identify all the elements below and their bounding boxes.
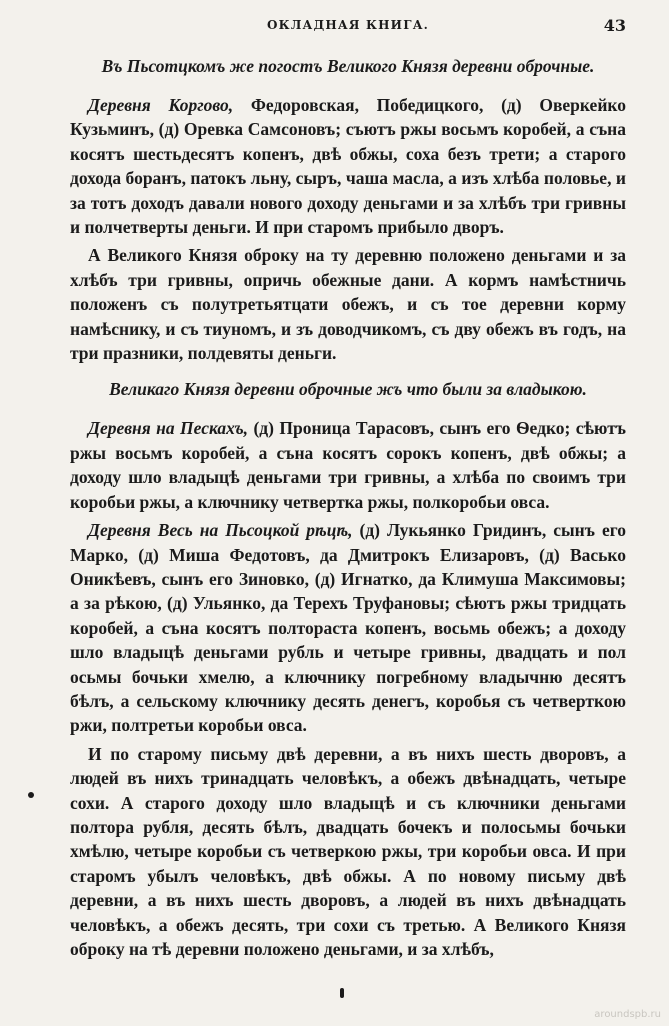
watermark: aroundspb.ru	[594, 1009, 661, 1020]
running-head	[70, 18, 626, 42]
paragraph-korgovo	[70, 93, 626, 239]
paragraph-ves	[70, 518, 626, 738]
paragraph-text: (д) Лукьянко Гридинъ, сынъ его Марко, (д) Миша Федотовъ, да Дмитрокъ Елизаровъ, (д) Васько Оникѣевъ, сынъ его Зиновко, (д) Игнатко, да Климуша Максимовы; а за рѣкою, (д) Ульянко, да Терехъ Труфановы; сѣютъ ржы тридцать коробей, а съна косятъ полтораста копенъ, восьмь обежъ; а доходу шло владыцѣ деньгами рубль и четыре гривны, двадцать и пол осьмы бочьки хмелю, а ключнику погребному владычню десятъ бѣлъ, а сельскому ключнику десять денегъ, коробья съ четверткою ржи, полтретьи коробьи овса.	[70, 520, 626, 736]
running-title: ОКЛАДНАЯ КНИГА.	[266, 18, 430, 32]
paragraph-staroe-pismo	[70, 742, 626, 962]
paragraph-text: И по старому письму двѣ деревни, а въ нихъ шесть дворовъ, а людей въ нихъ тринадцать человѣкъ, а обежъ двѣнадцать, четыре сохи. А старого доходу шло владыцѣ и съ ключники деньгами полтора рубля, десять бѣлъ, двадцать бочекъ и полосьмы бочьки хмѣлю, четыре коробьи съ четверкою ржы, три коробьи овса. И при старомъ убылъ человѣкъ, двѣ обжы. А по новому письму двѣ деревни, а въ нихъ шесть дворовъ, а людей въ нихъ двѣнадцать человѣкъ, а обежъ десять, три сохи съ третью. А Великого Князя оброку на тѣ деревни положено деньгами, и за хлѣбъ,	[70, 743, 626, 959]
section-pesotsky	[70, 56, 626, 365]
paragraph-peski	[70, 416, 626, 514]
document-page	[70, 18, 626, 965]
paragraph-lead: Деревня на Пескахъ,	[88, 418, 249, 439]
section-heading: Въ Пьсотцкомъ же погостъ Великого Князя деревни оброчные.	[101, 56, 595, 76]
page-number: 43	[603, 16, 626, 35]
paragraph-lead: Деревня Коргово,	[88, 95, 234, 115]
paragraph-lead: Деревня Весь на Пьсоцкой рѣцѣ,	[88, 520, 353, 541]
paragraph-text: Федоровская, Победицкого, (д) Оверкейко Кузьминъ, (д) Оревка Самсоновъ; съютъ ржы восьмъ коробей, а съна косятъ шестьдесятъ копенъ, двѣ обжы, соха безъ трети; а старого дохода боранъ, патокъ льну, сыръ, чаша масла, а изъ хлѣба половье, и за тотъ доходъ давали нового доходу деньгами и за хлѣбъ три гривны и полчетверты деньги. И при старомъ прибыло дворъ.	[70, 95, 626, 238]
paragraph-obrok	[70, 243, 626, 365]
section-heading: Великаго Князя деревни оброчные жъ что были за владыкою.	[109, 379, 587, 400]
footer-ink-mark	[340, 988, 344, 998]
section-vladyka	[70, 379, 626, 961]
paragraph-text: (д) Проница Тарасовъ, сынъ его Ѳедко; сѣютъ ржы восьмъ коробей, а съна косятъ сорокъ копенъ, двѣ обжы; а доходу шло владыцѣ деньгами три гривны, а хлѣба по своимъ три коробьи ржы, а ключнику четвертка ржы, полкоробьи овса.	[70, 418, 626, 512]
margin-ink-dot	[28, 792, 34, 798]
paragraph-text: А Великого Князя оброку на ту деревню положено деньгами и за хлѣбъ три гривны, опричь обежные дани. А кормъ намѣстничь положенъ съ полутретьятцати обежъ, и съ тое деревни корму намѣснику, и съ тиуномъ, и зъ доводчикомъ, съ дву обежъ въ годъ, на три празники, полдевяты деньги.	[70, 245, 626, 364]
